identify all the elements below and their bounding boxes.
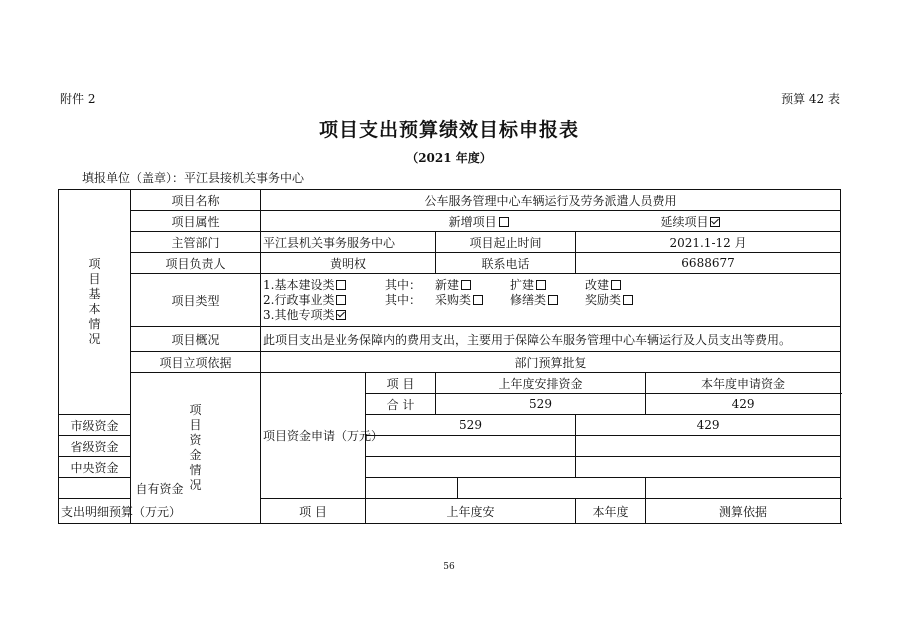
attr-cont-label: 延续项目 xyxy=(660,214,709,229)
period-value: 2021.1-12 月 xyxy=(576,232,841,253)
row-project-type xyxy=(59,274,841,327)
type-checkbox[interactable] xyxy=(611,280,621,290)
attr-continue-checkbox[interactable] xyxy=(710,217,720,227)
funds-col-this: 本年度申请资金 xyxy=(646,373,841,394)
project-attr-label: 项目属性 xyxy=(131,211,261,232)
detail-label: 支出明细预算（万元） xyxy=(59,499,131,524)
type-sub-label: 采购类 xyxy=(435,292,472,307)
funds-col-last: 上年度安排资金 xyxy=(436,373,646,394)
project-type-line xyxy=(263,278,838,293)
type-label: 项目类型 xyxy=(131,274,261,327)
funds-row-last xyxy=(366,436,576,457)
type-option-label: 2.行政事业类 xyxy=(263,292,335,307)
row-basis xyxy=(59,352,841,373)
type-checkbox[interactable] xyxy=(536,280,546,290)
type-checkbox[interactable] xyxy=(336,295,346,305)
type-option-label: 3.其他专项类 xyxy=(263,307,335,322)
funds-row-this xyxy=(576,457,841,478)
funds-row-this: 429 xyxy=(646,394,841,415)
row-overview xyxy=(59,327,841,352)
type-sub-option[interactable] xyxy=(510,293,585,308)
type-option-label: 1.基本建设类 xyxy=(263,277,335,292)
period-label: 项目起止时间 xyxy=(436,232,576,253)
row-department xyxy=(59,232,841,253)
type-checkbox[interactable] xyxy=(548,295,558,305)
section-funds-label: 项目资金情况 xyxy=(131,373,261,524)
funds-row-this xyxy=(458,478,646,499)
type-sub-label: 改建 xyxy=(585,277,610,292)
type-option[interactable] xyxy=(263,278,385,293)
project-name-value: 公车服务管理中心车辆运行及劳务派遣人员费用 xyxy=(261,190,841,211)
project-type-line xyxy=(263,308,838,323)
owner-value: 黄明权 xyxy=(261,253,436,274)
row-project-attribute xyxy=(59,211,841,232)
detail-basis: 测算依据 xyxy=(646,499,841,524)
funds-row-label: 省级资金 xyxy=(59,436,131,457)
overview-label: 项目概况 xyxy=(131,327,261,352)
type-option[interactable] xyxy=(263,293,385,308)
type-sub-option[interactable] xyxy=(585,293,660,308)
overview-value: 此项目支出是业务保障内的费用支出，主要用于保障公车服务管理中心车辆运行及人员支出等费用。 xyxy=(261,327,841,352)
funds-row-last: 529 xyxy=(436,394,646,415)
type-checkbox[interactable] xyxy=(623,295,633,305)
type-checkbox[interactable] xyxy=(336,280,346,290)
funds-row-last xyxy=(366,478,458,499)
detail-item: 项 目 xyxy=(261,499,366,524)
type-sub-option[interactable] xyxy=(435,293,510,308)
funds-row-label: 自有资金 xyxy=(59,478,261,499)
type-sub-prefix: 其中： xyxy=(385,292,422,307)
row-project-name xyxy=(59,190,841,211)
funds-row-last: 529 xyxy=(366,415,576,436)
funds-apply-label: 项目资金申请（万元） xyxy=(261,373,366,499)
funds-col-item: 项 目 xyxy=(366,373,436,394)
year-label: （2021 年度） xyxy=(406,151,492,165)
page-number: 56 xyxy=(443,562,455,572)
dept-label: 主管部门 xyxy=(131,232,261,253)
basis-label: 项目立项依据 xyxy=(131,352,261,373)
type-sub-label: 扩建 xyxy=(510,277,535,292)
phone-value: 6688677 xyxy=(576,253,841,274)
type-checkbox[interactable] xyxy=(473,295,483,305)
project-name-label: 项目名称 xyxy=(131,190,261,211)
row-funds-header xyxy=(59,373,841,394)
attr-new-checkbox[interactable] xyxy=(499,217,509,227)
type-checkbox[interactable] xyxy=(461,280,471,290)
detail-this: 本年度 xyxy=(576,499,646,524)
type-sub-option[interactable] xyxy=(435,278,510,293)
page-title: 项目支出预算绩效目标申报表 xyxy=(318,119,579,141)
form-number: 预算 42 表 xyxy=(781,92,840,106)
funds-row-last xyxy=(366,457,576,478)
funds-row-this xyxy=(576,436,841,457)
type-checkbox[interactable] xyxy=(336,310,346,320)
type-option[interactable] xyxy=(263,308,385,323)
budget-form-table xyxy=(58,189,841,524)
dept-value: 平江县机关事务服务中心 xyxy=(261,232,436,253)
type-sub-option[interactable] xyxy=(510,278,585,293)
type-sub-option[interactable] xyxy=(585,278,660,293)
attr-new-label: 新增项目 xyxy=(448,214,497,229)
type-sub-label: 奖励类 xyxy=(585,292,622,307)
basis-value: 部门预算批复 xyxy=(261,352,841,373)
type-sub-label: 新建 xyxy=(435,277,460,292)
project-type-line xyxy=(263,293,838,308)
phone-label: 联系电话 xyxy=(436,253,576,274)
funds-row-label: 合 计 xyxy=(366,394,436,415)
attachment-label: 附件 2 xyxy=(60,92,96,106)
owner-label: 项目负责人 xyxy=(131,253,261,274)
section-basic-label: 项目基本情况 xyxy=(59,190,131,415)
funds-row-this: 429 xyxy=(576,415,841,436)
funds-row-label: 中央资金 xyxy=(59,457,131,478)
funds-row-label: 市级资金 xyxy=(59,415,131,436)
type-sub-prefix: 其中： xyxy=(385,277,422,292)
filler-unit: 填报单位（盖章）：平江县接机关事务中心 xyxy=(82,171,305,185)
type-sub-label: 修缮类 xyxy=(510,292,547,307)
project-attr-value xyxy=(261,211,841,232)
detail-last: 上年度安 xyxy=(366,499,576,524)
project-type-options xyxy=(261,274,841,327)
funds-row-own xyxy=(59,478,841,499)
row-owner xyxy=(59,253,841,274)
